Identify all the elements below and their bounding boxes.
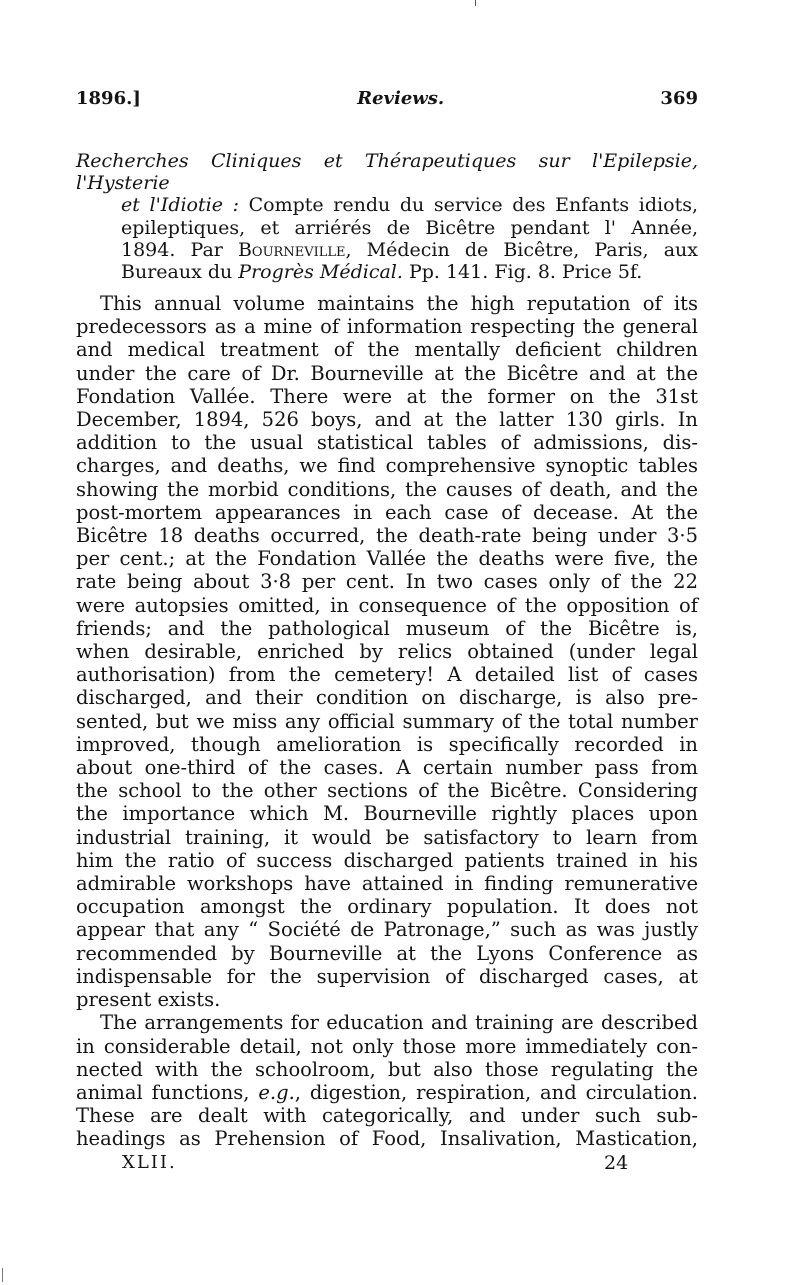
text-line: Fondation Vallée. There were at the former on the 31st	[76, 384, 698, 408]
text-line: occupation amongst the ordinary population. It does not	[76, 895, 698, 919]
text-line: These are dealt with categorically, and under such sub-	[76, 1104, 698, 1128]
sheet-number: 24	[604, 1152, 629, 1174]
citation-text: 1894. Par	[121, 238, 238, 261]
text-line: when desirable, enriched by relics obtained (under legal	[76, 640, 698, 664]
header-page-number: 369	[660, 88, 698, 109]
text-line: headings as Prehension of Food, Insalivation, Mastication,	[76, 1127, 698, 1151]
text-line: improved, though amelioration is specifically recorded in	[76, 732, 698, 756]
citation-line	[76, 239, 698, 261]
header-section-title: Reviews.	[357, 88, 445, 109]
text-line: authorisation) from the cemetery! A detailed list of cases	[76, 663, 698, 687]
review-citation	[76, 150, 698, 283]
paragraph-1	[76, 292, 698, 1011]
text-line: present exists.	[76, 988, 221, 1012]
text-line: per cent.; at the Fondation Vallée the deaths were five, the	[76, 547, 698, 571]
text-line: indispensable for the supervision of discharged cases, at	[76, 964, 698, 988]
text-line: industrial training, it would be satisfactory to learn from	[76, 825, 698, 849]
text-fragment: , digestion, respiration, and circulation.	[294, 1080, 698, 1104]
text-line: were autopsies omitted, in consequence of the opposition of	[76, 593, 698, 617]
text-line: This annual volume maintains the high reputation of its	[100, 292, 698, 315]
text-line: discharged, and their condition on discharge, is also pre-	[76, 686, 698, 710]
text-line: him the ratio of success discharged patients trained in his	[76, 848, 698, 872]
citation-line	[76, 150, 698, 194]
text-line: charges, and deaths, we find comprehensive synoptic tables	[76, 454, 698, 478]
citation-details: Pp. 141. Fig. 8. Price 5f.	[402, 261, 643, 284]
text-line: in considerable detail, not only those more immediately con-	[76, 1034, 698, 1058]
text-line: sented, but we miss any official summary of the total number	[76, 709, 698, 733]
running-header	[76, 88, 698, 109]
text-line: The arrangements for education and training are described	[100, 1011, 698, 1035]
citation-publisher: Progrès Médical.	[238, 261, 403, 284]
text-line: the school to the other sections of the Bicêtre. Considering	[76, 779, 698, 803]
header-year: 1896.]	[76, 88, 141, 109]
citation-line: epileptiques, et arriérés de Bicêtre pendant l' Année,	[121, 216, 698, 239]
text-line: friends; and the pathological museum of the Bicêtre is,	[76, 616, 698, 640]
text-line: rate being about 3·8 per cent. In two cases only of the 22	[76, 570, 698, 594]
text-line	[76, 1081, 698, 1104]
text-line: post-mortem appearances in each case of decease. At the	[76, 500, 698, 524]
text-line: about one-third of the cases. A certain number pass from	[76, 756, 698, 780]
citation-title: Recherches Cliniques et Thérapeutiques sur l'Epilepsie, l'Hysterie	[76, 150, 698, 195]
text-line: nected with the schoolroom, but also those regulating the	[76, 1057, 698, 1081]
scan-mark-bottom	[2, 1268, 3, 1282]
text-line: under the care of Dr. Bourneville at the Bicêtre and at the	[76, 361, 698, 385]
signature-mark: XLII.	[122, 1152, 177, 1173]
text-fragment: animal functions,	[76, 1080, 259, 1104]
text-line: admirable workshops have attained in finding remunerative	[76, 872, 698, 896]
review-body	[76, 292, 698, 1151]
text-line: showing the morbid conditions, the causes of death, and the	[76, 477, 698, 501]
citation-author: Bourneville	[237, 238, 346, 261]
citation-text: Bureaux du	[121, 261, 239, 284]
text-line: predecessors as a mine of information respecting the general	[76, 315, 698, 339]
citation-text: Compte rendu du service des Enfants idiots,	[238, 194, 698, 217]
citation-title-cont: et l'Idiotie :	[121, 194, 239, 217]
citation-line	[76, 194, 698, 216]
text-line: December, 1894, 526 boys, and at the latter 130 girls. In	[76, 408, 698, 432]
citation-line	[76, 261, 698, 283]
text-line: the importance which M. Bourneville rightly places upon	[76, 802, 698, 826]
text-line: addition to the usual statistical tables of admissions, dis-	[76, 431, 698, 455]
text-abbreviation: e.g.	[258, 1080, 295, 1104]
text-line: and medical treatment of the mentally deficient children	[76, 338, 698, 362]
scan-mark-top	[475, 0, 476, 6]
text-line: Bicêtre 18 deaths occurred, the death-rate being under 3·5	[76, 524, 698, 548]
text-line: recommended by Bourneville at the Lyons Conference as	[76, 941, 698, 965]
paragraph-2	[76, 1011, 698, 1150]
text-line: appear that any “ Société de Patronage,” such as was justly	[76, 918, 698, 942]
citation-text: , Médecin de Bicêtre, Paris, aux	[345, 238, 698, 261]
